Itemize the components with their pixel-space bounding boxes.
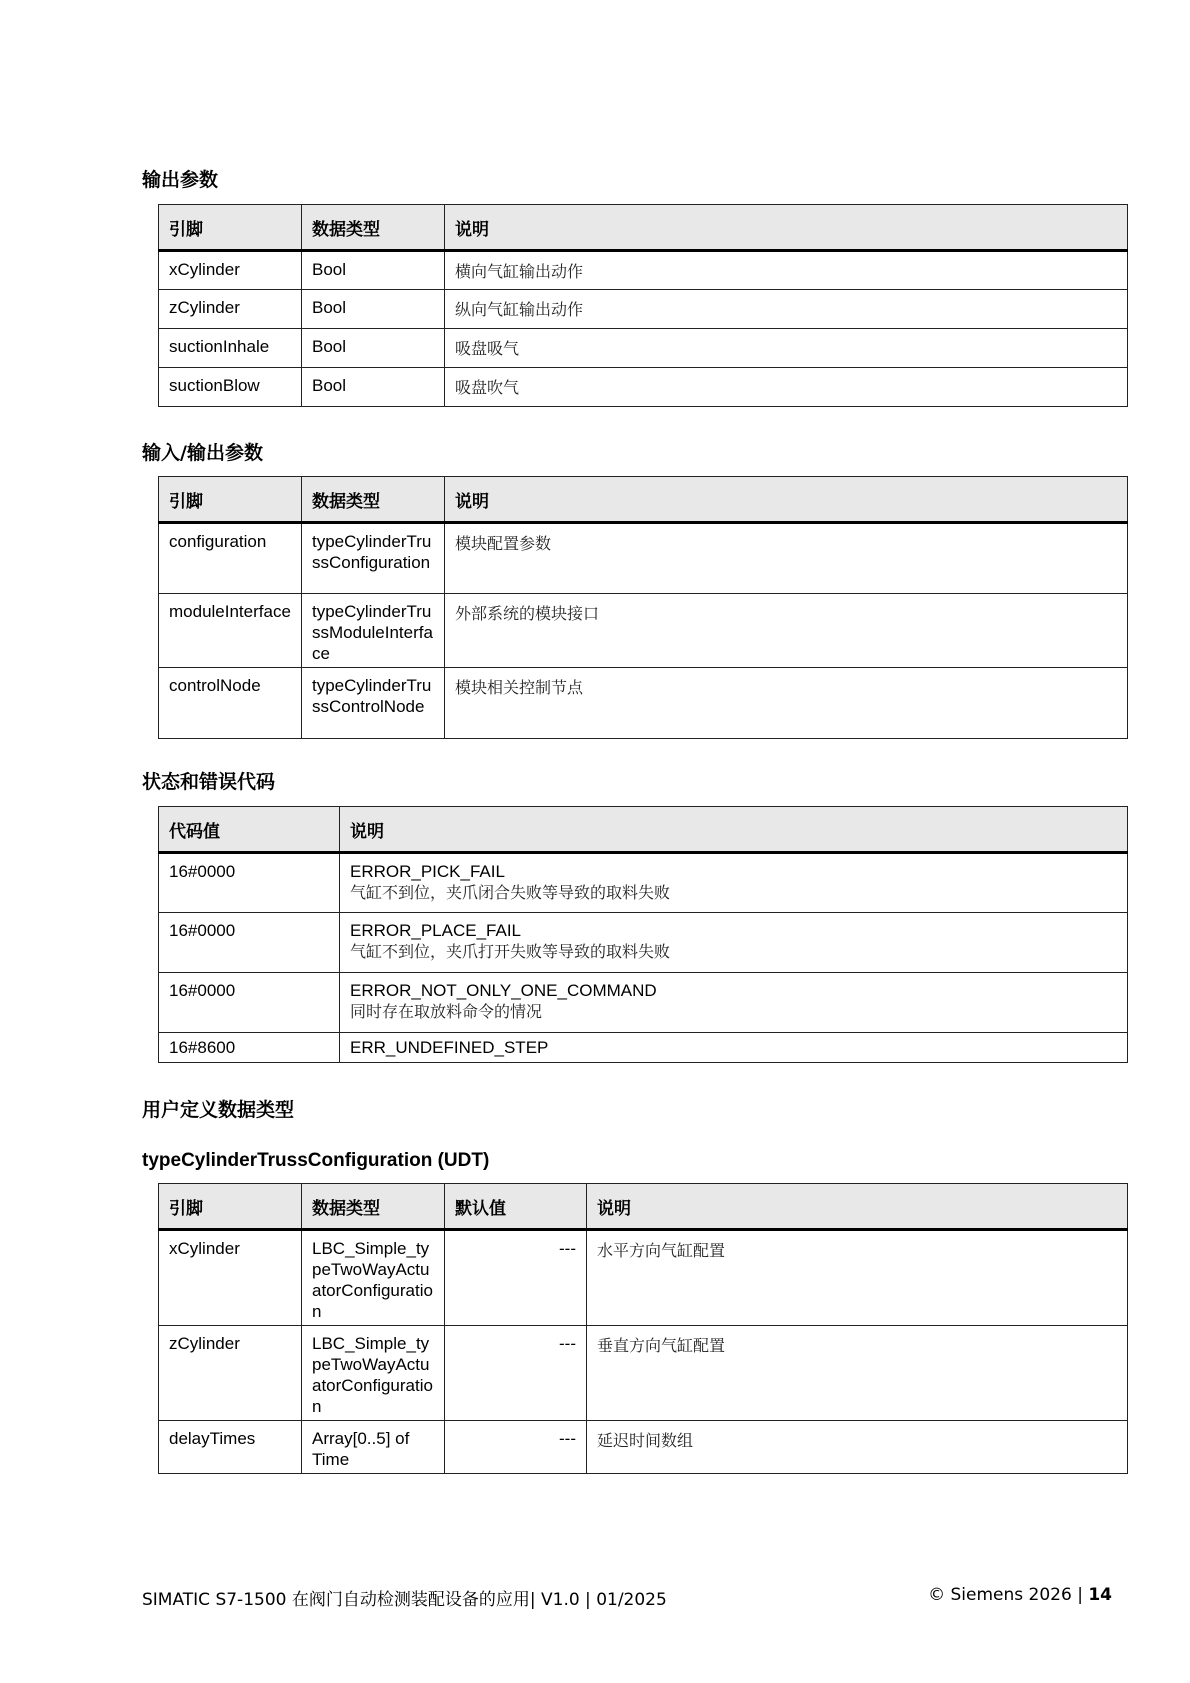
table-row — [159, 290, 1128, 329]
code-cell: 16#8600 — [159, 1033, 340, 1063]
desc-cell: 纵向气缸输出动作 — [445, 290, 1128, 329]
table-header-row — [159, 477, 1128, 523]
footer-document-title: SIMATIC S7-1500 在阀门自动检测装配设备的应用| V1.0 | 01/2025 — [142, 1590, 667, 1610]
column-header: 引脚 — [159, 477, 302, 523]
code-cell: 16#0000 — [159, 853, 340, 913]
column-header: 说明 — [340, 807, 1128, 853]
desc-cell: 延迟时间数组 — [587, 1421, 1128, 1474]
pin-cell: zCylinder — [159, 290, 302, 329]
table-row — [159, 973, 1128, 1033]
column-header: 数据类型 — [302, 477, 445, 523]
desc-cell — [340, 853, 1128, 913]
footer-copyright — [928, 1585, 1112, 1605]
table-row — [159, 668, 1128, 739]
table-row — [159, 594, 1128, 668]
table-header-row — [159, 807, 1128, 853]
type-cell: Bool — [302, 329, 445, 368]
pin-cell: moduleInterface — [159, 594, 302, 668]
desc-cell: 水平方向气缸配置 — [587, 1230, 1128, 1326]
pin-cell: delayTimes — [159, 1421, 302, 1474]
column-header: 引脚 — [159, 1184, 302, 1230]
output-params-table — [158, 204, 1128, 407]
type-cell: typeCylinderTrussConfiguration — [302, 523, 445, 594]
type-cell: LBC_Simple_typeTwoWayActuatorConfiguration — [302, 1326, 445, 1421]
error-name: ERROR_NOT_ONLY_ONE_COMMAND — [350, 981, 657, 1000]
section-title-output: 输出参数 — [142, 169, 219, 191]
pin-cell: xCylinder — [159, 251, 302, 290]
error-desc: 同时存在取放料命令的情况 — [350, 1002, 543, 1021]
column-header: 说明 — [445, 477, 1128, 523]
pin-cell: suctionBlow — [159, 368, 302, 407]
column-header: 数据类型 — [302, 205, 445, 251]
error-name: ERROR_PICK_FAIL — [350, 862, 505, 881]
section-title-status: 状态和错误代码 — [142, 771, 276, 793]
column-header: 说明 — [445, 205, 1128, 251]
desc-cell: 外部系统的模块接口 — [445, 594, 1128, 668]
column-header: 引脚 — [159, 205, 302, 251]
status-codes-table — [158, 806, 1128, 1063]
code-cell: 16#0000 — [159, 913, 340, 973]
table-row — [159, 368, 1128, 407]
type-cell: LBC_Simple_typeTwoWayActuatorConfiguration — [302, 1230, 445, 1326]
table-header-row — [159, 205, 1128, 251]
type-cell: Array[0..5] of Time — [302, 1421, 445, 1474]
table-row — [159, 1326, 1128, 1421]
column-header: 说明 — [587, 1184, 1128, 1230]
section-title-udt: 用户定义数据类型 — [142, 1099, 295, 1121]
column-header: 默认值 — [445, 1184, 587, 1230]
error-name: ERROR_PLACE_FAIL — [350, 921, 522, 940]
table-row — [159, 913, 1128, 973]
pin-cell: configuration — [159, 523, 302, 594]
pin-cell: suctionInhale — [159, 329, 302, 368]
section-title-inout: 输入/输出参数 — [142, 442, 263, 464]
pin-cell: controlNode — [159, 668, 302, 739]
error-desc: 气缸不到位，夹爪打开失败等导致的取料失败 — [350, 942, 671, 961]
code-cell: 16#0000 — [159, 973, 340, 1033]
table-row — [159, 1230, 1128, 1326]
error-desc: 气缸不到位，夹爪闭合失败等导致的取料失败 — [350, 883, 671, 902]
default-cell: --- — [445, 1421, 587, 1474]
inout-params-table — [158, 476, 1128, 739]
table-header-row — [159, 1184, 1128, 1230]
desc-cell: 吸盘吸气 — [445, 329, 1128, 368]
type-cell: typeCylinderTrussModuleInterface — [302, 594, 445, 668]
column-header: 代码值 — [159, 807, 340, 853]
desc-cell: 吸盘吹气 — [445, 368, 1128, 407]
table-row — [159, 523, 1128, 594]
error-name: ERR_UNDEFINED_STEP — [350, 1038, 549, 1057]
table-row — [159, 251, 1128, 290]
pin-cell: xCylinder — [159, 1230, 302, 1326]
table-row — [159, 1033, 1128, 1063]
desc-cell: 模块配置参数 — [445, 523, 1128, 594]
pin-cell: zCylinder — [159, 1326, 302, 1421]
desc-cell — [340, 1033, 1128, 1063]
udt-title: typeCylinderTrussConfiguration (UDT) — [142, 1150, 490, 1171]
page-number: 14 — [1088, 1585, 1112, 1605]
type-cell: Bool — [302, 290, 445, 329]
desc-cell — [340, 913, 1128, 973]
desc-cell — [340, 973, 1128, 1033]
copyright-text: © Siemens 2026 | — [928, 1585, 1089, 1605]
desc-cell: 横向气缸输出动作 — [445, 251, 1128, 290]
desc-cell: 垂直方向气缸配置 — [587, 1326, 1128, 1421]
udt-table — [158, 1183, 1128, 1474]
table-row — [159, 329, 1128, 368]
default-cell: --- — [445, 1230, 587, 1326]
column-header: 数据类型 — [302, 1184, 445, 1230]
type-cell: Bool — [302, 251, 445, 290]
table-row — [159, 853, 1128, 913]
type-cell: Bool — [302, 368, 445, 407]
type-cell: typeCylinderTrussControlNode — [302, 668, 445, 739]
desc-cell: 模块相关控制节点 — [445, 668, 1128, 739]
table-row — [159, 1421, 1128, 1474]
default-cell: --- — [445, 1326, 587, 1421]
